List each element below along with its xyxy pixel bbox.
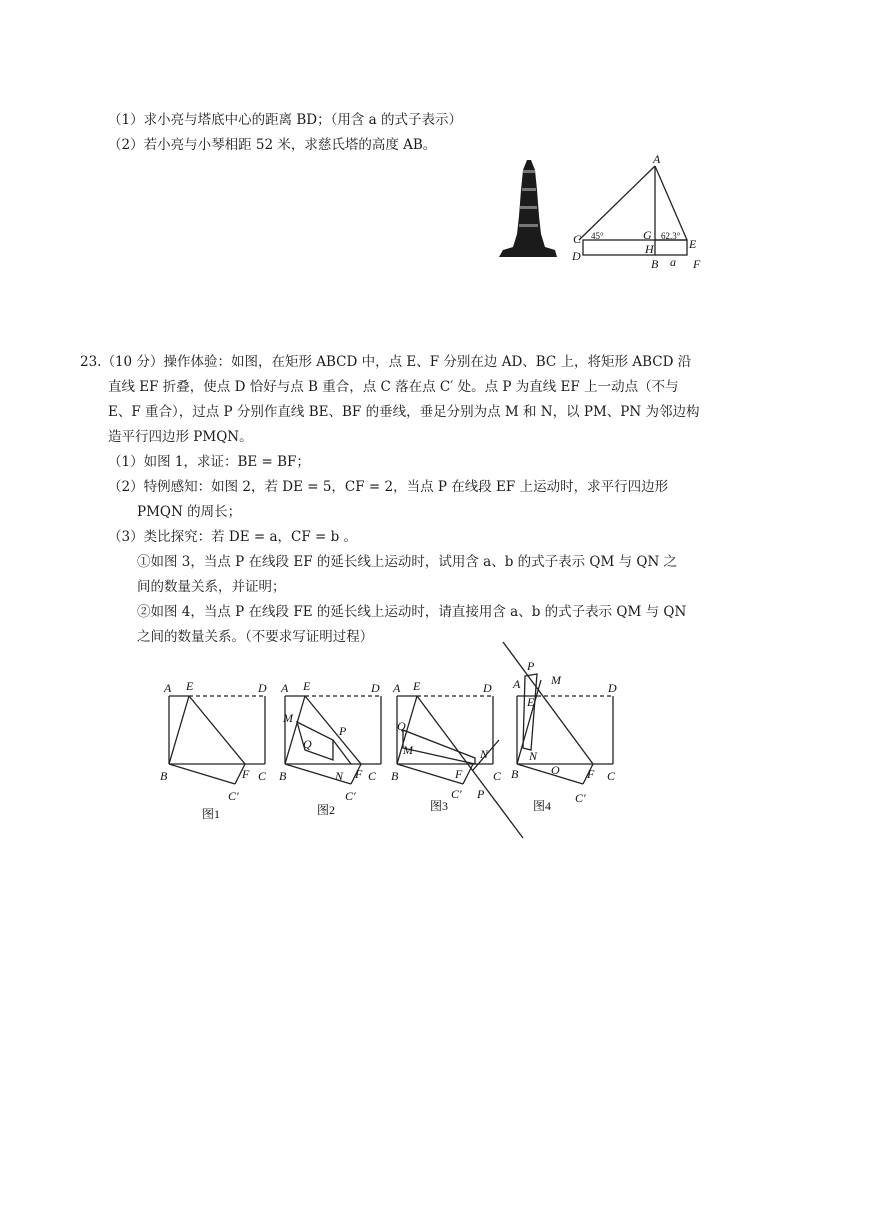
q23-line1: 23.（10 分）操作体验：如图，在矩形 ABCD 中，点 E、F 分别在边 AD、BC 上，将矩形 ABCD 沿	[80, 354, 692, 370]
label-F: F	[693, 257, 701, 271]
label-H: H	[645, 242, 654, 256]
svg-text:E: E	[186, 679, 194, 693]
figure-2	[279, 679, 381, 817]
q23-sub1b: 间的数量关系，并证明；	[137, 579, 286, 595]
label-E: E	[689, 237, 697, 251]
ground-rect	[583, 240, 687, 255]
q23-part2b: PMQN 的周长；	[137, 504, 242, 520]
svg-text:N: N	[480, 747, 489, 761]
svg-text:D: D	[371, 681, 380, 695]
svg-text:C′: C′	[228, 789, 239, 803]
svg-text:D: D	[483, 681, 492, 695]
svg-text:E: E	[527, 695, 535, 709]
q23-line3: E、F 重合），过点 P 分别作直线 BE、BF 的垂线，垂足分别为点 M 和 N，以 PM、PN 为邻边构	[108, 404, 700, 420]
svg-text:C: C	[368, 769, 377, 783]
svg-text:D: D	[258, 681, 267, 695]
tower-figure	[495, 150, 725, 275]
figure-3	[391, 679, 523, 838]
caption-fig2: 图2	[317, 803, 336, 817]
q23-sub2a: ②如图 4，当点 P 在线段 FE 的延长线上运动时，请直接用含 a、b 的式子表示 QM 与 QN	[137, 604, 687, 620]
svg-text:F: F	[355, 767, 363, 781]
svg-text:O: O	[551, 763, 560, 777]
label-D: D	[572, 249, 581, 263]
svg-text:M: M	[551, 673, 561, 687]
svg-text:P: P	[339, 724, 347, 738]
svg-text:P: P	[527, 659, 535, 673]
q23-sub1a: ①如图 3，当点 P 在线段 EF 的延长线上运动时，试用含 a、b 的式子表示 QM 与 QN 之	[137, 554, 678, 570]
q22-part1: （1）求小亮与塔底中心的距离 BD；（用含 a 的式子表示）	[108, 112, 463, 128]
q23-line2: 直线 EF 折叠，使点 D 恰好与点 B 重合，点 C 落在点 C′ 处。点 P 为直线 EF 上一动点（不与	[108, 379, 679, 395]
caption-fig1: 图1	[202, 807, 221, 821]
label-A: A	[653, 152, 661, 166]
svg-text:C: C	[258, 769, 267, 783]
svg-text:P: P	[477, 787, 485, 801]
svg-text:E: E	[413, 679, 421, 693]
svg-text:C′: C′	[451, 787, 462, 801]
svg-text:A: A	[513, 677, 521, 691]
svg-text:F: F	[242, 767, 250, 781]
svg-text:A: A	[281, 681, 289, 695]
q23-part3: （3）类比探究：若 DE = a，CF = b 。	[108, 529, 358, 545]
sight-line-right	[655, 166, 687, 240]
figure-1	[160, 679, 267, 821]
svg-text:C: C	[493, 769, 502, 783]
svg-text:B: B	[511, 767, 519, 781]
label-a: a	[670, 255, 676, 269]
svg-text:F: F	[455, 767, 463, 781]
label-C: C	[573, 232, 582, 246]
svg-text:Q: Q	[397, 719, 406, 733]
svg-text:C: C	[607, 769, 616, 783]
q23-sub2b: 之间的数量关系。（不要求写证明过程）	[137, 629, 374, 645]
svg-text:Q: Q	[303, 737, 312, 751]
svg-text:B: B	[279, 769, 287, 783]
q23-line4: 造平行四边形 PMQN。	[108, 429, 253, 445]
svg-text:N: N	[529, 749, 538, 763]
svg-text:C′: C′	[345, 789, 356, 803]
angle-45-label: 45°	[591, 231, 604, 241]
q22-part2: （2）若小亮与小琴相距 52 米，求慈氏塔的高度 AB。	[108, 137, 437, 153]
angle-62-label: 62.3°	[661, 231, 681, 241]
svg-text:E: E	[303, 679, 311, 693]
svg-text:B: B	[160, 769, 168, 783]
svg-text:B: B	[391, 769, 399, 783]
q23-part2a: （2）特例感知：如图 2，若 DE = 5，CF = 2，当点 P 在线段 EF 上运动时，求平行四边形	[108, 479, 669, 495]
figures-row	[155, 640, 635, 840]
pagoda-image	[499, 160, 557, 257]
svg-text:M: M	[283, 711, 293, 725]
q23-part1: （1）如图 1，求证：BE = BF；	[108, 454, 310, 470]
svg-text:M: M	[403, 743, 413, 757]
svg-text:A: A	[393, 681, 401, 695]
label-G: G	[643, 228, 652, 242]
figure-4	[503, 642, 617, 813]
label-B: B	[651, 257, 659, 271]
svg-text:N: N	[335, 769, 344, 783]
caption-fig4: 图4	[533, 799, 552, 813]
caption-fig3: 图3	[430, 799, 449, 813]
svg-text:C′: C′	[575, 791, 586, 805]
svg-text:D: D	[608, 681, 617, 695]
svg-text:A: A	[164, 681, 172, 695]
svg-text:F: F	[587, 767, 595, 781]
